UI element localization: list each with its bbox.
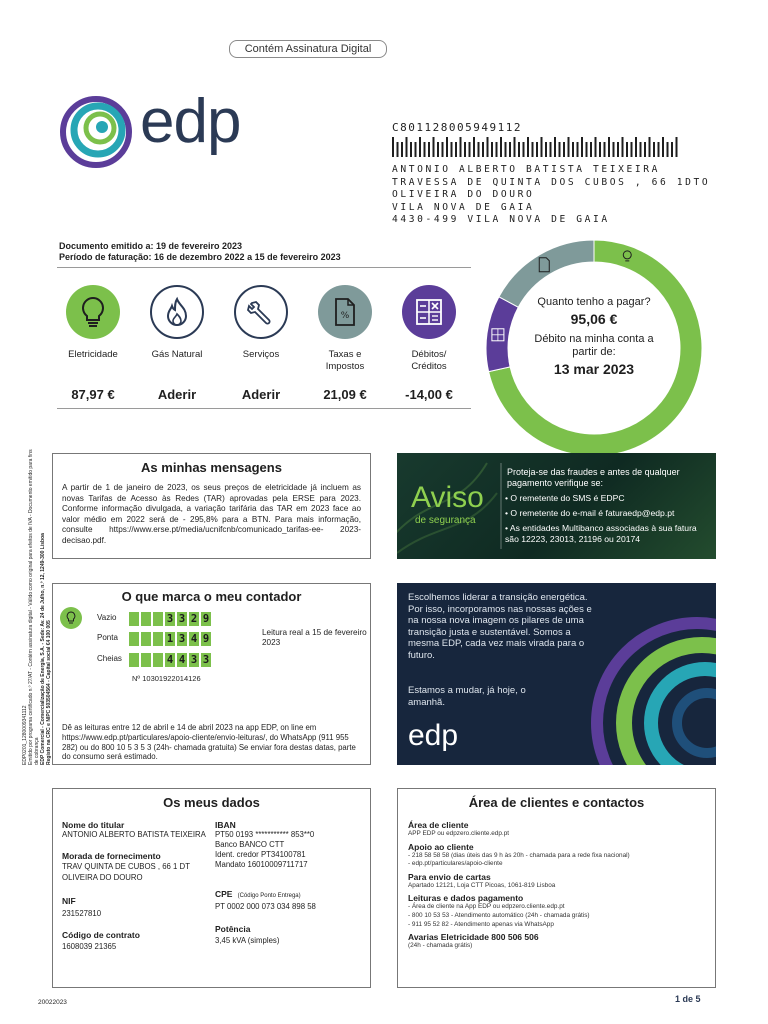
meter-digit: 2: [190, 613, 198, 625]
meter-digit: [129, 653, 139, 667]
meter-digits-cheias: [129, 653, 211, 667]
contact-text: - edp.pt/particulares/apoio-cliente: [408, 860, 503, 868]
category-value: -14,00 €: [405, 387, 453, 402]
contact-heading: Para envio de cartas: [408, 871, 491, 882]
power-label: Potência: [215, 924, 251, 934]
contact-text: - 800 10 53 53 - Atendimento automático (24h - chamada grátis): [408, 911, 590, 919]
page-number: 1 de 5: [675, 994, 701, 1004]
document-info: [59, 241, 341, 263]
meter-row-label: Ponta: [97, 633, 118, 642]
barcode-bar: [554, 137, 556, 157]
edp-logo: [60, 87, 260, 170]
barcode-bar: [460, 137, 462, 157]
category-label: Taxas e Impostos: [325, 349, 365, 372]
contact-heading: Avarias Eletricidade 800 506 506: [408, 932, 539, 943]
category-taxes: [310, 285, 380, 402]
barcode-bar: [676, 137, 678, 157]
cpe-label: CPE: [215, 889, 233, 899]
barcode-bar: [658, 142, 660, 157]
category-value: 21,09 €: [323, 387, 367, 402]
messages-title: As minhas mensagens: [141, 460, 282, 475]
barcode-bar: [406, 137, 408, 157]
barcode-bar: [437, 142, 439, 157]
banner-transition-text: Escolhemos liderar a transição energética. Por isso, incorporamos nas nossas ações e na nossa nova imagem os pilares de uma transição justa e sustentável. Somos a mesma EDP, cada vez mais virada para o futuro.: [408, 592, 592, 661]
category-debits-credits: [394, 285, 464, 402]
barcode-bar: [631, 142, 633, 157]
meter-number: Nº 10301922014126: [132, 674, 201, 683]
category-label: Débitos/ Créditos: [411, 349, 447, 372]
nif-value: 231527810: [62, 909, 102, 918]
barcode-bar: [608, 137, 610, 157]
barcode-bar: [415, 142, 417, 157]
barcode-bar: [545, 142, 547, 157]
meter-digit: [129, 632, 139, 646]
divider: [57, 267, 471, 268]
holder-label: Nome do titular: [62, 820, 125, 830]
contact-text: Apartado 12121, Loja CTT Picoas, 1061-819 Lisboa: [408, 881, 556, 889]
address-line: ANTONIO ALBERTO BATISTA TEIXEIRA: [392, 164, 661, 175]
banner-warning-title: Aviso: [411, 481, 484, 514]
my-data-title: Os meus dados: [163, 795, 260, 810]
donut-slice-d-bitos-cr-ditos: [486, 297, 518, 372]
barcode-bar: [595, 137, 597, 157]
barcode-bar: [527, 137, 529, 157]
divider: [57, 408, 471, 409]
barcode-bar: [581, 137, 583, 157]
payment-amount: 95,06 €: [570, 311, 618, 327]
contact-text: APP EDP ou edpzero.cliente.edp.pt: [408, 830, 510, 837]
barcode-bar: [491, 142, 493, 157]
category-value: Aderir: [241, 387, 281, 402]
contract-value: 1608039 21365: [62, 942, 117, 951]
power-value: 3,45 kVA (simples): [215, 936, 280, 945]
banner-warning-bullets: [505, 493, 711, 545]
contacts-list: [408, 817, 708, 951]
banner-bullet: • As entidades Multibanco associadas à sua fatura são 12223, 23013, 21196 ou 20174: [505, 523, 697, 544]
iban-value: PT50 0193 *********** 853**0: [215, 830, 315, 839]
barcode-bar: [604, 142, 606, 157]
meter-digit: 4: [166, 654, 174, 666]
meter-row-label: Cheias: [97, 654, 122, 663]
meter-digit: 3: [202, 654, 210, 666]
meter-digit: 3: [190, 654, 198, 666]
my-data-right-column: [215, 820, 365, 945]
barcode-bar: [455, 142, 457, 157]
contact-text: - 218 58 58 58 (dias úteis das 9 h às 20h - chamada para a rede fixa nacional): [408, 851, 630, 859]
calculator-icon: [402, 285, 456, 339]
category-label: Eletricidade: [68, 349, 118, 360]
barcode-bar: [410, 142, 412, 157]
barcode-bar: [572, 142, 574, 157]
meter-digit: [129, 612, 139, 626]
supply-value: TRAV QUINTA DE CUBOS , 66 1 DT OLIVEIRA DO DOURO: [62, 862, 190, 882]
meter-digit: 3: [178, 613, 186, 625]
meter-digit: [141, 612, 151, 626]
barcode-bar: [667, 142, 669, 157]
banner-edp-logo: edp: [408, 719, 459, 752]
meter-digits-ponta: [129, 632, 211, 646]
category-value: Aderir: [157, 387, 197, 402]
edp-transition-banner: [397, 583, 716, 765]
barcode-bar: [640, 142, 642, 157]
security-warning-banner: [397, 453, 716, 559]
meter-row-label: Vazio: [97, 613, 117, 622]
meter-digit: 4: [190, 633, 198, 645]
legal-line: EDP Comercial - Comercialização de Energia, S.A. - Sede: Av. 24 de Julho, n.º 12, 1249-300 Lisboa: [40, 533, 46, 765]
cpe-heading: [215, 882, 365, 901]
barcode-bar: [644, 142, 646, 157]
meter-digit: 9: [202, 613, 210, 625]
barcode-bar: [451, 142, 453, 157]
messages-box: [52, 453, 371, 559]
barcode-bar: [514, 137, 516, 157]
cpe-value: PT 0002 000 073 034 898 58: [215, 902, 316, 911]
billing-period: Período de faturação: 16 de dezembro 2022 a 15 de fevereiro 2023: [59, 252, 341, 262]
meter-digit: [141, 632, 151, 646]
category-gas: [142, 285, 212, 402]
barcode-bar: [532, 142, 534, 157]
barcode-bar: [626, 142, 628, 157]
barcode-bar: [671, 142, 673, 157]
meter-digit: [153, 612, 163, 626]
barcode-bar: [487, 137, 489, 157]
lightbulb-icon: [60, 607, 82, 629]
barcode-bar: [424, 142, 426, 157]
barcode-bar: [433, 137, 435, 157]
recipient-address: [392, 164, 710, 227]
banner-bullet: • O remetente do e-mail é faturaedp@edp.pt: [505, 508, 675, 518]
legal-vertical-text: [22, 445, 52, 765]
barcode-bar: [397, 142, 399, 157]
meter-digit: [141, 653, 151, 667]
meter-digits-vazio: [129, 612, 211, 626]
holder-value: ANTONIO ALBERTO BATISTA TEIXEIRA: [62, 830, 206, 839]
category-electricity: [58, 285, 128, 402]
contact-heading: Leituras e dados pagamento: [408, 893, 524, 904]
footer-code: 20022023: [38, 999, 67, 1006]
payment-question: Quanto tenho a pagar?: [537, 296, 651, 308]
donut-center-text: [528, 296, 660, 377]
meter-reading-instructions: Dê as leituras entre 12 de abril e 14 de abril 2023 na app EDP, on line em https://www.edp.pt/particulares/apoio-cliente/envio-leituras/, do WhatsApp (911 955 282) ou do 800 10 5 3 5 3 (24h- chamada gratuita) Se enviar fora destas datas, parte do consumo será estimado.: [62, 723, 356, 762]
meter-digit: 3: [178, 633, 186, 645]
legal-line: Emitido por programa certificado n.º 27/AT - Contém assinatura digital - Válido como original para efeitos de IVA - Documento emitido para fins de cobrança: [28, 449, 40, 765]
meter-title: O que marca o meu contador: [121, 589, 302, 604]
barcode-bar: [622, 137, 624, 157]
svg-text:%: %: [340, 311, 350, 321]
barcode-bar: [509, 142, 511, 157]
due-date: 13 mar 2023: [553, 361, 635, 377]
iban-label: IBAN: [215, 820, 236, 830]
barcode-bar: [590, 142, 592, 157]
wrench-icon: [234, 285, 288, 339]
bank-value: Banco BANCO CTT: [215, 840, 285, 849]
nif-label: NIF: [62, 896, 76, 906]
cpe-note: (Código Ponto Entrega): [237, 893, 301, 899]
edp-logo-text: edp: [140, 87, 241, 156]
barcode-bar: [536, 142, 538, 157]
category-label: Gás Natural: [151, 349, 203, 360]
barcode-bar: [613, 142, 615, 157]
barcode-bar: [559, 142, 561, 157]
meter-digit: 9: [202, 633, 210, 645]
lightbulb-icon: [66, 285, 120, 339]
banner-transition-text2: Estamos a mudar, já hoje, o amanhã.: [408, 685, 526, 708]
barcode-bar: [419, 137, 421, 157]
barcode-bar: [523, 142, 525, 157]
address-line: OLIVEIRA DO DOURO: [392, 189, 535, 200]
banner-bullet: • O remetente do SMS é EDPC: [505, 493, 625, 503]
barcode-bar: [442, 142, 444, 157]
meter-digit: [153, 632, 163, 646]
barcode-bar: [505, 142, 507, 157]
address-line: 4430-499 VILA NOVA DE GAIA: [392, 214, 610, 225]
contact-heading: Área de cliente: [408, 820, 469, 830]
barcode-bar: [401, 142, 403, 157]
flame-icon: [150, 285, 204, 339]
barcode-bar: [473, 137, 475, 157]
tax-document-icon: [318, 285, 372, 339]
barcode-bar: [635, 137, 637, 157]
barcode-bar: [662, 137, 664, 157]
barcode-bar: [649, 137, 651, 157]
barcode-bar: [496, 142, 498, 157]
contract-label: Código de contrato: [62, 930, 140, 940]
meter-digit: 4: [178, 654, 186, 666]
legal-line: Registo na CRC e NIPC 503504564 - Capital social €4 100 005: [46, 620, 52, 765]
issued-date: Documento emitido a: 19 de fevereiro 2023: [59, 241, 243, 251]
meter-reading-date: Leitura real a 15 de fevereiro 2023: [262, 628, 367, 647]
address-line: TRAVESSA DE QUINTA DOS CUBOS , 66 1DTO: [392, 176, 711, 188]
barcode-bar: [482, 142, 484, 157]
supply-label: Morada de fornecimento: [62, 851, 161, 861]
barcode-bar: [469, 142, 471, 157]
barcode-bar: [478, 142, 480, 157]
mandate-value: Mandato 16010009711717: [215, 860, 308, 869]
my-data-left-column: [62, 820, 212, 951]
contact-text: (24h - chamada grátis): [408, 942, 473, 950]
barcode-bar: [464, 142, 466, 157]
contact-text: - 911 95 52 82 - Atendimento apenas via WhatsApp: [408, 920, 554, 928]
contact-heading: Apoio ao cliente: [408, 841, 474, 852]
category-services: [226, 285, 296, 402]
barcode-bar: [518, 142, 520, 157]
barcode-bar: [577, 142, 579, 157]
barcode-bar: [541, 137, 543, 157]
barcode-bar: [392, 137, 394, 157]
messages-text: A partir de 1 de janeiro de 2023, os seus preços de eletricidade já incluem as novas Tarifas de Acesso às Redes (TAR) aprovadas pela ERSE para 2023. Conforme informação divulgada, a variação tarifária das TAR em 2023 face ao valor médio em 2022 será de - 295,8% para a BTN. Para mais informação, consulte https://www.erse.pt/media/ucnifcnb/comunicado_tarifas-ee- 2023- decisao.pdf.: [62, 483, 361, 545]
barcode: [392, 137, 680, 157]
barcode-bar: [500, 137, 502, 157]
barcode-bar: [586, 142, 588, 157]
address-line: VILA NOVA DE GAIA: [392, 201, 535, 213]
barcode-bar: [446, 137, 448, 157]
banner-warning-subtitle: de segurança: [415, 515, 476, 526]
legal-line: EDP0201_1280009341112: [22, 705, 28, 765]
meter-digit: [153, 653, 163, 667]
contact-text: - Área de cliente na App EDP ou edpzero.cliente.edp.pt: [408, 903, 565, 911]
due-label: Débito na minha conta a partir de:: [534, 333, 654, 358]
contacts-title: Área de clientes e contactos: [468, 795, 645, 810]
edp-logo-mark-icon: [60, 90, 132, 170]
banner-warning-intro: Proteja-se das fraudes e antes de qualquer pagamento verifique se:: [507, 467, 680, 488]
meter-digit: 1: [166, 633, 174, 645]
creditor-value: Ident. credor PT34100781: [215, 850, 306, 859]
barcode-bar: [428, 142, 430, 157]
barcode-bar: [568, 137, 570, 157]
barcode-bar: [653, 142, 655, 157]
meter-digit: 3: [166, 613, 174, 625]
barcode-bar: [550, 142, 552, 157]
barcode-number: C801128005949112: [392, 121, 522, 134]
barcode-bar: [563, 142, 565, 157]
barcode-bar: [599, 142, 601, 157]
digital-signature-badge: Contém Assinatura Digital: [229, 40, 387, 58]
category-value: 87,97 €: [71, 387, 115, 402]
barcode-bar: [617, 142, 619, 157]
category-label: Serviços: [242, 349, 280, 360]
